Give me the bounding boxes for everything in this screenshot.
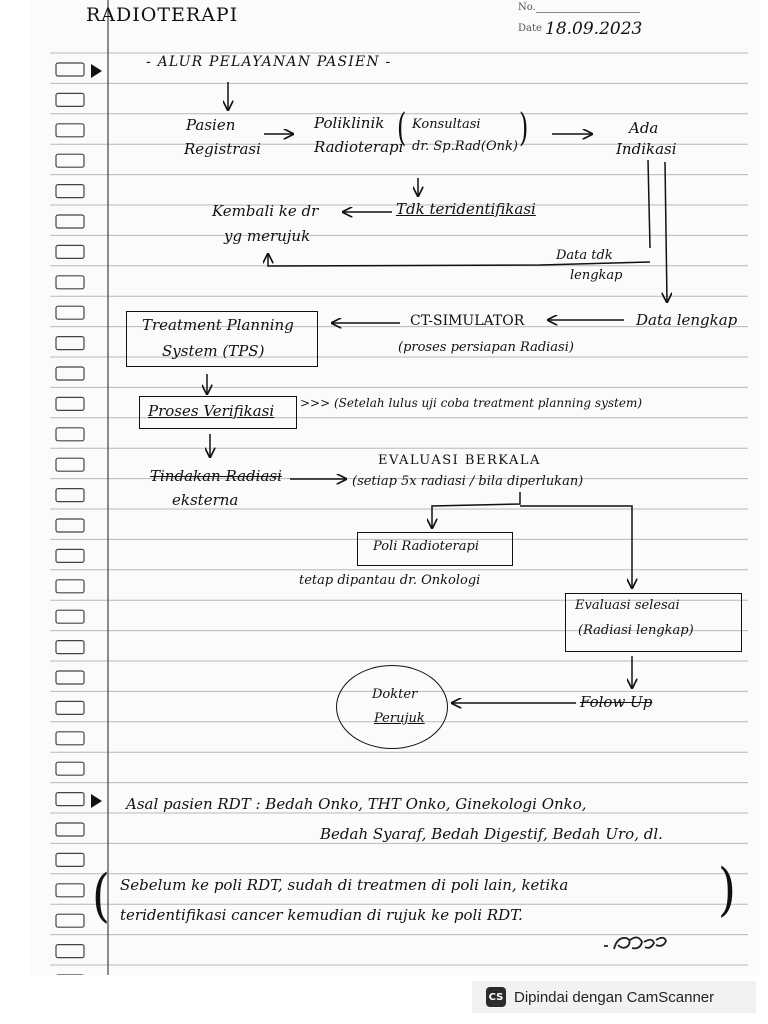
no-line xyxy=(536,12,640,13)
date-value: 18.09.2023 xyxy=(545,19,643,39)
tps-l2: System (TPS) xyxy=(162,342,265,360)
camscanner-text: Dipindai dengan CamScanner xyxy=(514,988,715,1006)
ct-simulator-note: (proses persiapan Radiasi) xyxy=(398,340,574,355)
asal-pasien-line1: Asal pasien RDT : Bedah Onko, THT Onko, Ginekologi Onko, xyxy=(126,795,587,813)
ada-indikasi-l2: Indikasi xyxy=(616,140,677,158)
evaluasi-selesai-l2: (Radiasi lengkap) xyxy=(578,623,694,638)
pasien-registrasi-l2: Registrasi xyxy=(184,140,261,158)
follow-up: Folow Up xyxy=(580,693,653,711)
tetap-dipantau: tetap dipantau dr. Onkologi xyxy=(299,573,481,588)
poliklinik-l2: Radioterapi xyxy=(314,138,404,156)
dokter-perujuk-l2: Perujuk xyxy=(374,711,425,726)
page-title: RADIOTERAPI xyxy=(86,4,239,26)
evaluasi-berkala: EVALUASI BERKALA xyxy=(378,453,541,468)
dokter-perujuk-l1: Dokter xyxy=(372,687,418,702)
tps-l1: Treatment Planning xyxy=(142,316,294,334)
tindakan-l2: eksterna xyxy=(172,491,239,509)
signature-scribble xyxy=(600,930,680,956)
tindakan-l1: Tindakan Radiasi xyxy=(150,467,282,485)
tdk-teridentifikasi: Tdk teridentifikasi xyxy=(396,200,536,218)
no-label: No. xyxy=(518,2,536,13)
note-open-paren: ( xyxy=(92,861,110,929)
data-tdk-lengkap-l1: Data tdk xyxy=(556,248,613,263)
note-close-paren: ) xyxy=(718,855,736,923)
data-tdk-lengkap-l2: lengkap xyxy=(570,268,623,283)
konsultasi-l2: dr. Sp.Rad(Onk) xyxy=(412,139,518,154)
ada-indikasi-l1: Ada xyxy=(629,119,659,137)
date-label: Date xyxy=(518,23,542,34)
asal-pasien-line2: Bedah Syaraf, Bedah Digestif, Bedah Uro, dl. xyxy=(320,825,663,843)
flow-heading: - ALUR PELAYANAN PASIEN - xyxy=(146,54,392,70)
ct-simulator: CT-SIMULATOR xyxy=(410,313,525,329)
konsultasi-open-paren: ( xyxy=(397,105,407,151)
data-lengkap: Data lengkap xyxy=(636,311,738,329)
dokter-perujuk-circle xyxy=(336,665,448,749)
verifikasi-note: >>> (Setelah lulus uji coba treatment planning system) xyxy=(300,396,642,410)
pasien-registrasi-l1: Pasien xyxy=(186,116,236,134)
camscanner-watermark xyxy=(472,981,756,1013)
verifikasi: Proses Verifikasi xyxy=(148,402,275,420)
note-line1: Sebelum ke poli RDT, sudah di treatmen di poli lain, ketika xyxy=(120,876,569,894)
note-line2: teridentifikasi cancer kemudian di rujuk ke poli RDT. xyxy=(120,906,523,924)
konsultasi-l1: Konsultasi xyxy=(412,117,481,132)
evaluasi-berkala-note: (setiap 5x radiasi / bila diperlukan) xyxy=(352,474,584,489)
kembali-l1: Kembali ke dr xyxy=(212,202,319,220)
poliklinik-l1: Poliklinik xyxy=(314,114,385,132)
konsultasi-close-paren: ) xyxy=(519,105,529,151)
poli-radioterapi: Poli Radioterapi xyxy=(373,539,479,554)
camscanner-logo-icon: CS xyxy=(486,987,506,1007)
kembali-l2: yg merujuk xyxy=(224,227,311,245)
evaluasi-selesai-l1: Evaluasi selesai xyxy=(575,598,680,613)
